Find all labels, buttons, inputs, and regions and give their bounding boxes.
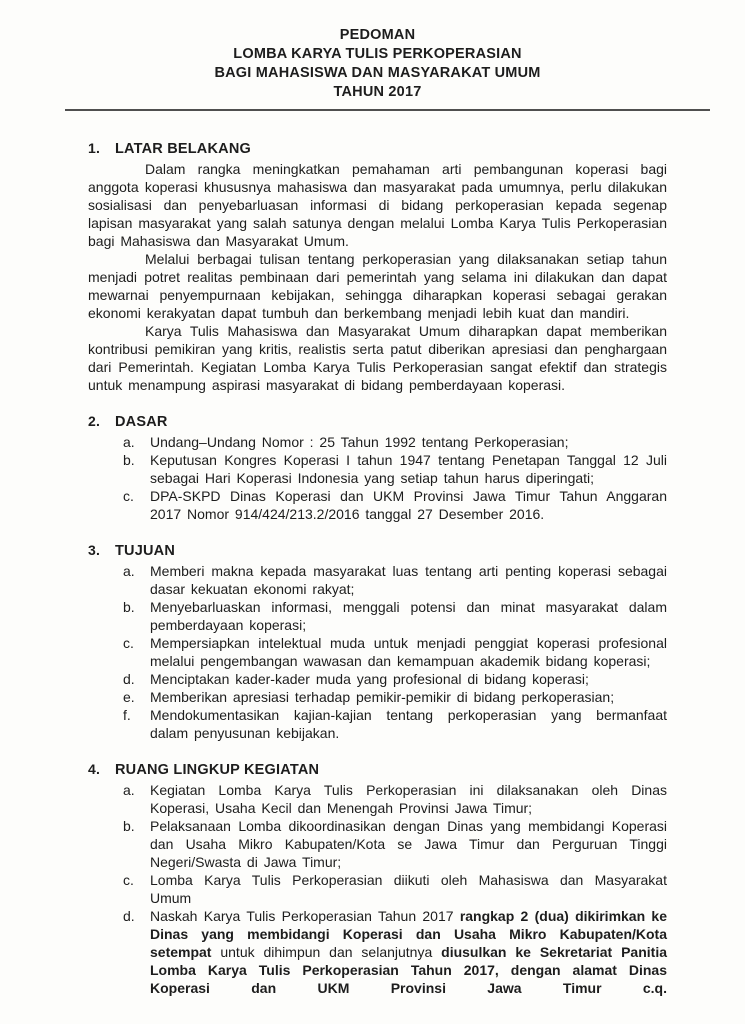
bold-text-segment: diusulkan ke Sekretariat Panitia Lomba Karya Tulis Perkoperasian Tahun 2017, dengan alamat Dinas Koperasi dan UKM Provinsi Jawa Timur c.q. (150, 944, 667, 996)
list-item (88, 562, 667, 598)
section-title: RUANG LINGKUP KEGIATAN (115, 762, 320, 778)
list-item (88, 688, 667, 706)
list-item (88, 871, 667, 907)
list-item-letter: a. (123, 782, 135, 798)
text-segment: untuk dihimpun dan selanjutnya (211, 944, 442, 960)
paragraph: Dalam rangka meningkatkan pemahaman arti pembangunan koperasi bagi anggota koperasi khususnya mahasiswa dan masyarakat pada umumnya, perlu dilakukan sosialisasi dan penyebarluasan informasi di bidang perkoperasian kepada segenap lapisan masyarakat yang salah satunya dengan melalui Lomba Karya Tulis Perkoperasian bagi Mahasiswa dan Masyarakat Umum. (88, 161, 667, 249)
list-item-text: Mempersiapkan intelektual muda untuk menjadi penggiat koperasi profesional melalui pengembangan wawasan dan kemampuan akademik bidang koperasi; (150, 635, 667, 669)
list-item-letter: d. (123, 908, 135, 924)
list-item (88, 487, 667, 523)
title-line-tahun: TAHUN 2017 (333, 84, 422, 100)
list-item-letter: a. (123, 434, 135, 450)
list-item-letter: c. (123, 635, 134, 651)
list-item-letter: b. (123, 452, 135, 468)
list-item-text: Pelaksanaan Lomba dikoordinasikan dengan Dinas yang membidangi Koperasi dan Usaha Mikro Kabupaten/Kota se Jawa Timur dan Perguruan Tinggi Negeri/Swasta di Jawa Timur; (150, 818, 667, 870)
header-divider (65, 109, 710, 111)
list-item (88, 670, 667, 688)
list-item-letter: b. (123, 818, 135, 834)
list-item-letter: c. (123, 488, 134, 504)
text-segment: Naskah Karya Tulis Perkoperasian Tahun 2017 (150, 908, 460, 924)
document-header (88, 26, 667, 111)
list-item-text: Undang–Undang Nomor : 25 Tahun 1992 tentang Perkoperasian; (150, 434, 569, 450)
list-item-letter: c. (123, 872, 134, 888)
section-ruang-lingkup-kegiatan (88, 760, 667, 997)
bold-text-segment: rangkap 2 (dua) dikirimkan ke Dinas yang membidangi Koperasi dan Usaha Mikro Kabupaten/Kota setempat (150, 908, 667, 960)
list-item-letter: e. (123, 689, 135, 705)
paragraph: Karya Tulis Mahasiswa dan Masyarakat Umum diharapkan dapat memberikan kontribusi pemikiran yang kritis, realistis serta patut diberikan apresiasi dan penghargaan dari Pemerintah. Kegiatan Lomba Karya Tulis Perkoperasian sangat efektif dan strategis untuk menampung aspirasi masyarakat di bidang pemberdayaan koperasi. (88, 323, 667, 393)
list-item (88, 598, 667, 634)
list-item (88, 817, 667, 871)
list-item-letter: a. (123, 563, 135, 579)
list-item-text: Mendokumentasikan kajian-kajian tentang perkoperasian yang bermanfaat dalam penyusunan kebijakan. (150, 707, 667, 741)
list-item-letter: b. (123, 599, 135, 615)
section-dasar (88, 412, 667, 523)
list-item (88, 706, 667, 742)
section-number: 1. (88, 140, 101, 156)
section-number: 2. (88, 413, 101, 429)
section-number: 4. (88, 761, 101, 777)
section-heading-row (88, 541, 667, 560)
section-title: LATAR BELAKANG (115, 141, 251, 157)
section-latar-belakang (88, 139, 667, 394)
list-item (88, 907, 667, 997)
document-body (88, 139, 667, 997)
section-title: DASAR (115, 414, 168, 430)
list-item-text: Menyebarluaskan informasi, menggali potensi dan minat masyarakat dalam pemberdayaan koperasi; (150, 599, 667, 633)
list-item-text (150, 907, 667, 997)
list-item (88, 781, 667, 817)
section-tujuan (88, 541, 667, 742)
title-line-lomba: LOMBA KARYA TULIS PERKOPERASIAN (233, 46, 522, 62)
list-item-text: Memberikan apresiasi terhadap pemikir-pemikir di bidang perkoperasian; (150, 689, 615, 705)
section-heading-row (88, 412, 667, 431)
list-item-text: Lomba Karya Tulis Perkoperasian diikuti oleh Mahasiswa dan Masyarakat Umum (150, 872, 667, 906)
section-heading-row (88, 139, 667, 158)
section-title: TUJUAN (115, 543, 176, 559)
section-heading-row (88, 760, 667, 779)
title-line-bagi: BAGI MAHASISWA DAN MASYARAKAT UMUM (214, 65, 541, 81)
title-line-pedoman: PEDOMAN (339, 27, 416, 43)
list-item-text: DPA-SKPD Dinas Koperasi dan UKM Provinsi Jawa Timur Tahun Anggaran 2017 Nomor 914/424/213.2/2016 tanggal 27 Desember 2016. (150, 488, 667, 522)
list-item-text: Memberi makna kepada masyarakat luas tentang arti penting koperasi sebagai dasar kekuatan ekonomi rakyat; (150, 563, 667, 597)
list-item (88, 433, 667, 451)
section-number: 3. (88, 542, 101, 558)
list-item-text: Keputusan Kongres Koperasi I tahun 1947 tentang Penetapan Tanggal 12 Juli sebagai Hari Koperasi Indonesia yang setiap tahun harus diperingati; (150, 452, 667, 486)
list-item-text: Kegiatan Lomba Karya Tulis Perkoperasian ini dilaksanakan oleh Dinas Koperasi, Usaha Kecil dan Menengah Provinsi Jawa Timur; (150, 782, 667, 816)
list-item-letter: f. (123, 707, 131, 723)
paragraph: Melalui berbagai tulisan tentang perkoperasian yang dilaksanakan setiap tahun menjadi potret realitas pembinaan dari pemerintah yang selama ini dilakukan dan dapat mewarnai penyempurnaan kebijakan, sehingga diharapkan koperasi sebagai gerakan ekonomi kerakyatan dapat tumbuh dan berkembang menjadi lebih kuat dan mandiri. (88, 251, 667, 321)
list-item-letter: d. (123, 671, 135, 687)
list-item-text: Menciptakan kader-kader muda yang profesional di bidang koperasi; (150, 671, 589, 687)
list-item (88, 451, 667, 487)
list-item (88, 634, 667, 670)
